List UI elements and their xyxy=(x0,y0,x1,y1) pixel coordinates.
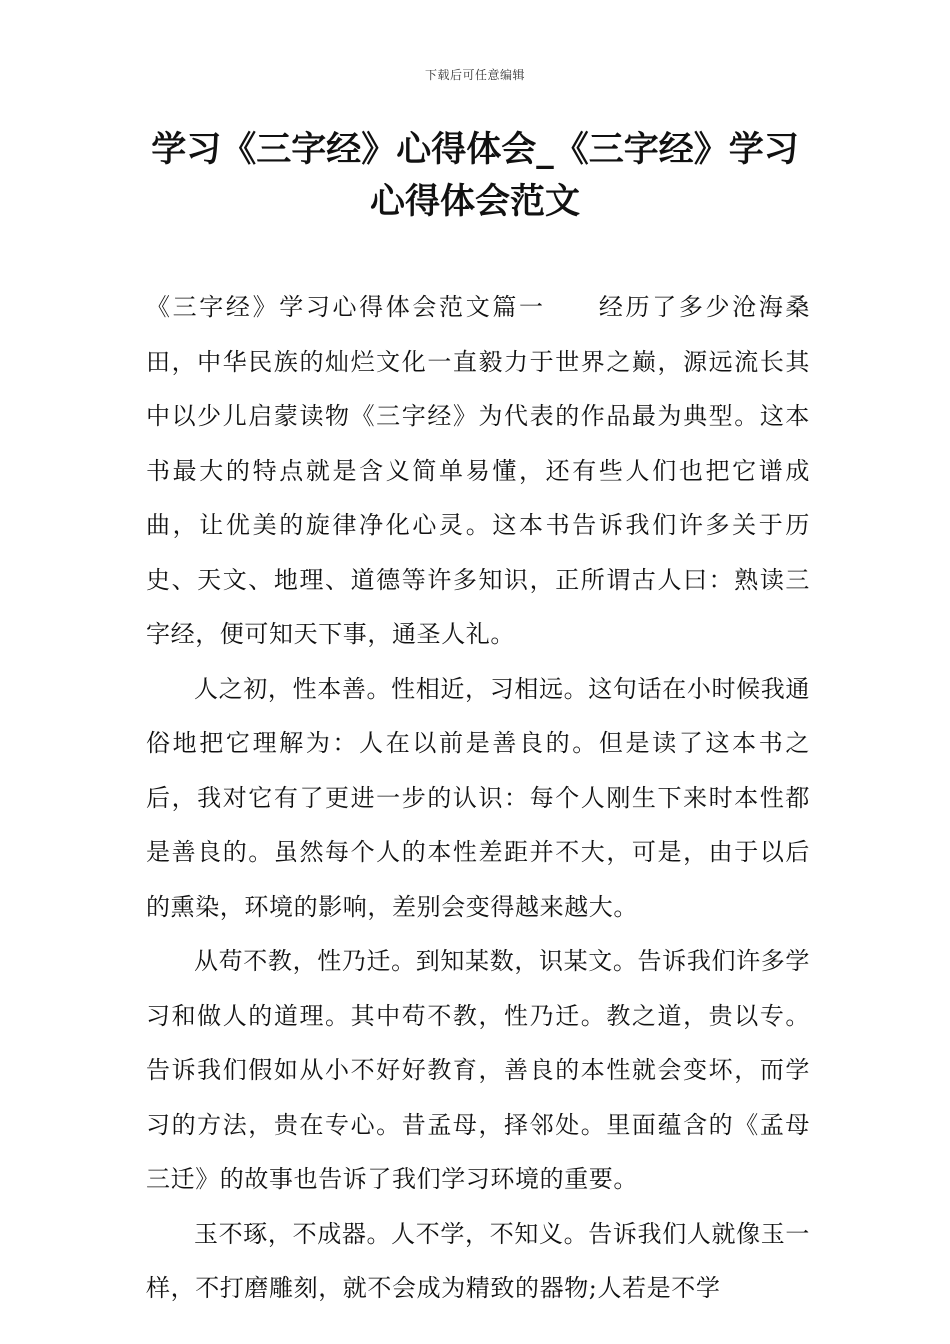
paragraph-4: 玉不琢，不成器。人不学，不知义。告诉我们人就像玉一样，不打磨雕刻，就不会成为精致的器物;人若是不学 xyxy=(146,1219,810,1302)
document-body xyxy=(146,280,810,1316)
header-note: 下载后可任意编辑 xyxy=(424,68,525,82)
paragraph-3: 从苟不教，性乃迁。到知某数，识某文。告诉我们许多学习和做人的道理。其中苟不教，性乃迁。教之道，贵以专。告诉我们假如从小不好好教育，善良的本性就会变坏，而学习的方法，贵在专心。昔孟母，择邻处。里面蕴含的《孟母三迁》的故事也告诉了我们学习环境的重要。 xyxy=(146,947,810,1193)
document-title: 学习《三字经》心得体会_《三字经》学习心得体会范文 xyxy=(151,130,799,222)
paragraph-1: 《三字经》学习心得体会范文篇一 经历了多少沧海桑田，中华民族的灿烂文化一直毅力于世界之巅，源远流长其中以少儿启蒙读物《三字经》为代表的作品最为典型。这本书最大的特点就是含义简单易懂，还有些人们也把它谱成曲，让优美的旋律净化心灵。这本书告诉我们许多关于历史、天文、地理、道德等许多知识，正所谓古人曰：熟读三字经，便可知天下事，通圣人礼。 xyxy=(146,293,810,648)
paragraph-2: 人之初，性本善。性相近，习相远。这句话在小时候我通俗地把它理解为：人在以前是善良的。但是读了这本书之后，我对它有了更进一步的认识：每个人刚生下来时本性都是善良的。虽然每个人的本性差距并不大，可是，由于以后的熏染，环境的影响，差别会变得越来越大。 xyxy=(146,674,810,921)
